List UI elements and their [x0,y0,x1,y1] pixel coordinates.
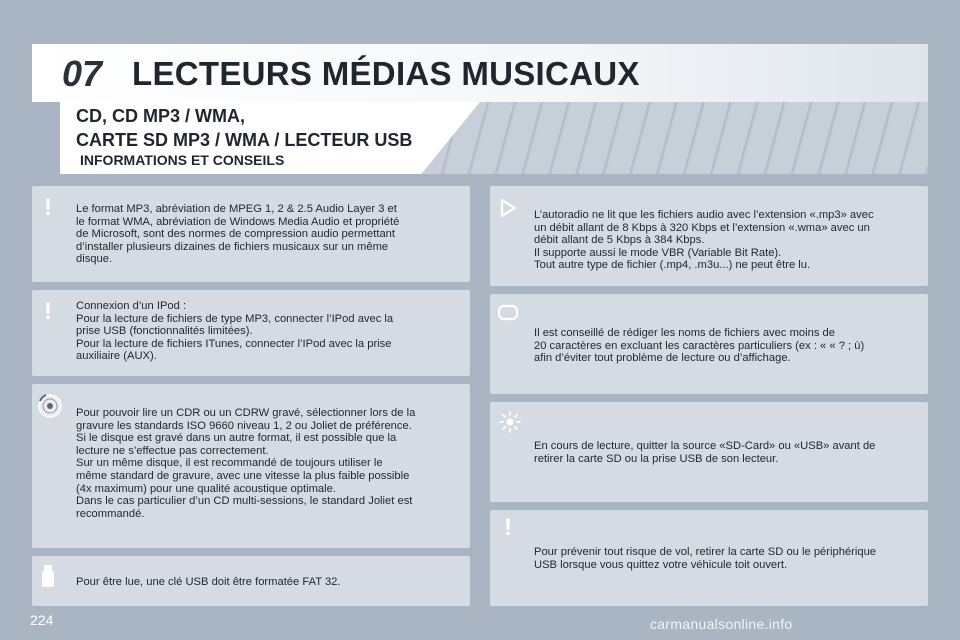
card-text: Pour être lue, une clé USB doit être formatée FAT 32. [76,576,341,588]
card-text: L’autoradio ne lit que les fichiers audio avec l’extension «.mp3» avec un débit allant de 8 Kbps à 320 Kbps et l’extension «.wma» avec un débit allant de 5 Kbps à 384 Kbps. Il supporte aussi le mode VBR (Variable Bit Rate). Tout autre type de fichier (.mp4, .m3u...) ne peut être lu. [534,209,874,272]
page-number: 224 [30,612,54,628]
card-text: Il est conseillé de rédiger les noms de fichiers avec moins de 20 caractères en excluant les caractères particuliers (ex : « « ? ; ù) afin d’éviter tout problème de lecture ou d’affichage. [534,327,865,365]
lightbulb-icon [496,408,524,436]
chapter-number: 07 [62,53,103,94]
card-text: Pour pouvoir lire un CDR ou un CDRW gravé, sélectionner lors de la gravure les standards ISO 9660 niveau 1, 2 ou Joliet de préférence. Si le disque est gravé dans un autre format, il est possible que la lecture ne s’effectue pas correctement. Sur un même disque, il est recommandé de toujours utiliser le même standard de gravure, avec une vitesse la plus faible possible (4x maximum) pour une qualité acoustique optimale. Dans le cas particulier d’un CD multi-sessions, le standard Joliet est recommandé. [76,407,416,520]
speech-bubble-icon [494,300,522,328]
card-text: En cours de lecture, quitter la source «SD-Card» ou «USB» avant de retirer la carte SD ou la prise USB de son lecteur. [534,440,876,465]
card-text: Pour prévenir tout risque de vol, retirer la carte SD ou le périphérique USB lorsque vous quittez votre véhicule toit ouvert. [534,546,877,571]
play-icon [494,194,522,222]
section-heading: INFORMATIONS ET CONSEILS [80,152,285,168]
usb-key-icon [34,562,62,590]
subtitle-line-1: CD, CD MP3 / WMA, [76,106,245,126]
exclamation-icon: ! [504,514,512,541]
card-text: Connexion d’un IPod : Pour la lecture de fichiers de type MP3, connecter l’IPod avec la prise USB (fonctionnalités limitées). Pour la lecture de fichiers ITunes, connecter l’IPod avec la prise auxiliaire (AUX). [76,300,394,363]
exclamation-icon: ! [44,298,52,325]
exclamation-icon: ! [44,194,52,221]
watermark: carmanualsonline.info [650,616,793,632]
subtitle-line-2: CARTE SD MP3 / WMA / LECTEUR USB [76,130,413,150]
card-text: Le format MP3, abréviation de MPEG 1, 2 & 2.5 Audio Layer 3 et le format WMA, abréviation de Windows Media Audio et propriété de Microsoft, sont des normes de compression audio permettant d’installer plusieurs dizaines de fichiers musicaux sur un même disque. [76,203,400,266]
page-title: LECTEURS MÉDIAS MUSICAUX [132,55,640,92]
disc-icon [36,392,64,420]
